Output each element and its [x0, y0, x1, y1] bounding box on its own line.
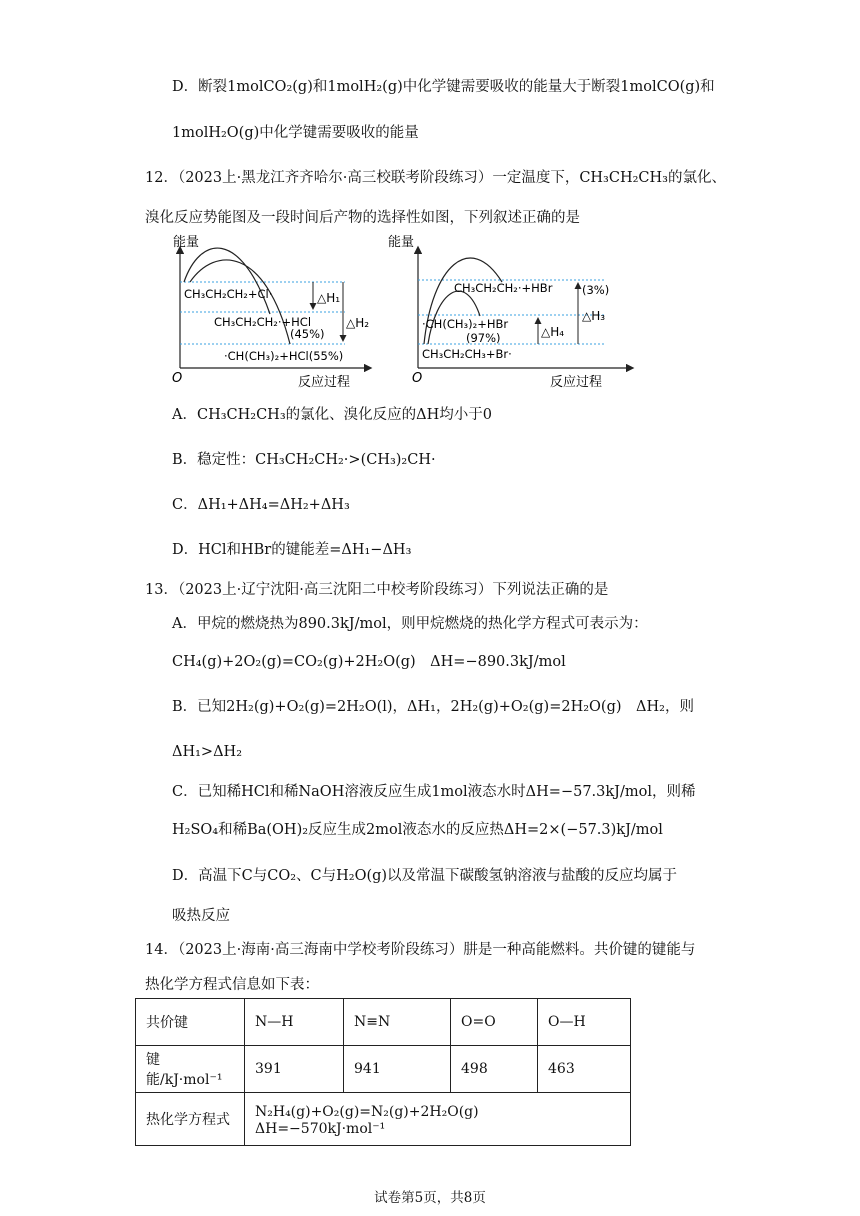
- chlorination-energy-diagram: [170, 236, 382, 392]
- origin-label: O: [412, 371, 423, 386]
- table-cell: 463: [538, 1046, 631, 1093]
- primary-selectivity: (3%): [582, 283, 610, 297]
- origin-label: O: [172, 371, 183, 386]
- q11-option-d-line1: D．断裂1molCO₂(g)和1molH₂(g)中化学键需要吸收的能量大于断裂1molCO(g)和: [172, 79, 715, 95]
- curve-secondary: [190, 260, 290, 344]
- page-footer: 试卷第5页，共8页: [374, 1190, 486, 1206]
- thermochemical-equation: N₂H₄(g)+O₂(g)=N₂(g)+2H₂O(g) ΔH=−570kJ·mol⁻¹: [245, 1093, 631, 1146]
- y-axis-label: 能量: [388, 235, 415, 250]
- q13-option-c-line2: H₂SO₄和稀Ba(OH)₂反应生成2mol液态水的反应热ΔH=2×(−57.3)kJ/mol: [172, 822, 663, 838]
- q12-stem-line1: 12．（2023上·黑龙江齐齐哈尔·高三校联考阶段练习）一定温度下，CH₃CH₂CH₃的氯化、: [145, 170, 726, 186]
- q13-option-c-line1: C．已知稀HCl和稀NaOH溶液反应生成1mol液态水时ΔH=−57.3kJ/mol，则稀: [172, 784, 696, 800]
- primary-selectivity: (45%): [290, 327, 325, 341]
- q14-stem-line1: 14．（2023上·海南·高三海南中学校考阶段练习）肼是一种高能燃料。共价键的键能与: [145, 942, 696, 958]
- table-cell: 391: [245, 1046, 344, 1093]
- q13-option-a-line1: A．甲烷的燃烧热为890.3kJ/mol，则甲烷燃烧的热化学方程式可表示为：: [172, 616, 648, 632]
- x-axis-label: 反应过程: [550, 375, 603, 390]
- table-cell: 498: [451, 1046, 538, 1093]
- table-cell: N—H: [245, 999, 344, 1046]
- dh1-label: △H₁: [317, 291, 341, 305]
- q12-stem-line2: 溴化反应势能图及一段时间后产物的选择性如图，下列叙述正确的是: [145, 210, 580, 226]
- table-row: [136, 1093, 631, 1146]
- table-cell: 键能/kJ·mol⁻¹: [136, 1046, 245, 1093]
- q13-option-b-line2: ΔH₁>ΔH₂: [172, 744, 243, 760]
- y-axis-label: 能量: [173, 235, 200, 250]
- q11-option-d-line2: 1molH₂O(g)中化学键需要吸收的能量: [172, 125, 419, 141]
- reactants-label: CH₃CH₂CH₃+Br·: [422, 347, 512, 361]
- dh2-label: △H₂: [346, 316, 370, 330]
- q12-option-c: C．ΔH₁+ΔH₄=ΔH₂+ΔH₃: [172, 497, 350, 513]
- q13-option-d-line1: D．高温下C与CO₂、C与H₂O(g)以及常温下碳酸氢钠溶液与盐酸的反应均属于: [172, 868, 678, 884]
- secondary-product-label: ·CH(CH₃)₂+HBr: [422, 317, 509, 331]
- reactants-label: CH₃CH₂CH₂+Cl·: [184, 287, 273, 301]
- q13-option-d-line2: 吸热反应: [172, 908, 230, 924]
- primary-product-label: CH₃CH₂CH₂·+HCl: [214, 315, 312, 329]
- table-cell: O=O: [451, 999, 538, 1046]
- bromination-energy-diagram: [388, 235, 638, 392]
- q14-stem-line2: 热化学方程式信息如下表：: [145, 977, 319, 993]
- q13-stem: 13．（2023上·辽宁沈阳·高三沈阳二中校考阶段练习）下列说法正确的是: [145, 582, 609, 598]
- q13-option-b-line1: B．已知2H₂(g)+O₂(g)=2H₂O(l)，ΔH₁，2H₂(g)+O₂(g)=2H₂O(g) ΔH₂，则: [172, 699, 694, 715]
- table-cell: 941: [344, 1046, 451, 1093]
- table-row: [136, 999, 631, 1046]
- secondary-product-label: ·CH(CH₃)₂+HCl(55%): [224, 349, 344, 363]
- table-cell: 共价键: [136, 999, 245, 1046]
- primary-product-label: CH₃CH₂CH₂·+HBr: [454, 281, 553, 295]
- q12-option-a: A．CH₃CH₂CH₃的氯化、溴化反应的ΔH均小于0: [172, 407, 492, 423]
- dh3-label: △H₃: [582, 309, 606, 323]
- table-cell: 热化学方程式: [136, 1093, 245, 1146]
- table-cell: N≡N: [344, 999, 451, 1046]
- q12-option-b: B．稳定性：CH₃CH₂CH₂·>(CH₃)₂CH·: [172, 452, 436, 468]
- bond-energy-table: [135, 998, 631, 1146]
- table-cell: O—H: [538, 999, 631, 1046]
- q13-option-a-line2: CH₄(g)+2O₂(g)=CO₂(g)+2H₂O(g) ΔH=−890.3kJ/mol: [172, 654, 566, 670]
- dh4-label: △H₄: [541, 325, 565, 339]
- x-axis-label: 反应过程: [298, 375, 351, 390]
- table-row: [136, 1046, 631, 1093]
- secondary-selectivity: (97%): [466, 331, 501, 345]
- curve-primary: [184, 248, 273, 314]
- q12-option-d: D．HCl和HBr的键能差=ΔH₁−ΔH₃: [172, 542, 412, 558]
